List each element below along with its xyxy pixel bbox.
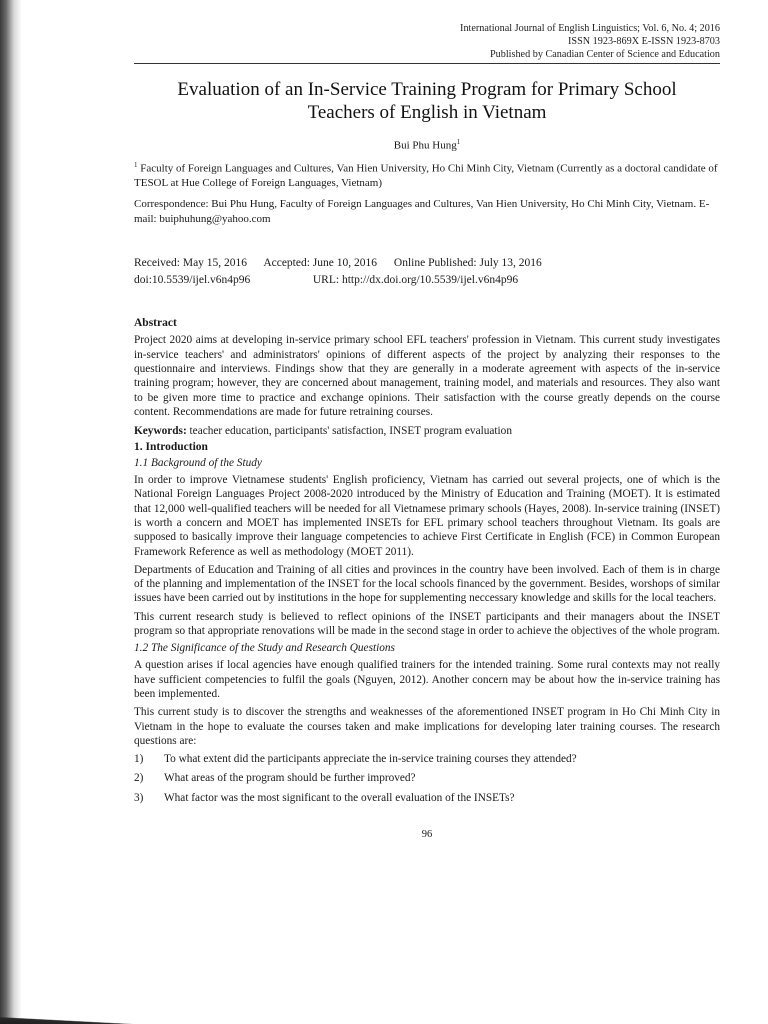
header-rule [134,63,720,64]
scan-shadow-left [0,0,22,1024]
issn-line: ISSN 1923-869X E-ISSN 1923-8703 [568,36,720,47]
section-heading-introduction: 1. Introduction [134,441,208,454]
publisher-line: Published by Canadian Center of Science and Education [489,49,720,60]
author-name: Bui Phu Hung [393,139,457,152]
question-number: 3) [134,791,144,804]
research-questions [134,752,720,805]
accepted-date: Accepted: June 10, 2016 [263,257,378,270]
author-sup: 1 [456,138,461,146]
paragraph: A question arises if local agencies have enough qualified trainers for the intended training. Some rural contexts may not really have sufficient competencies to fulfil the goals (Nguyen, 2012). Another concern may be about how the in-service training has been implemented. [134,659,720,700]
paper-title: Evaluation of an In-Service Training Program for Primary School Teachers of English in Vietnam [177,79,677,123]
dates-row [134,255,720,272]
question-number: 1) [134,753,144,766]
doi: doi:10.5539/ijel.v6n4p96 [134,274,251,287]
question-text: What areas of the program should be further improved? [164,772,416,785]
doi-url[interactable]: URL: http://dx.doi.org/10.5539/ijel.v6n4p96 [312,274,519,287]
author-line [134,138,720,152]
scan-shadow-bottom [0,984,768,1024]
correspondence: Correspondence: Bui Phu Hung, Faculty of Foreign Languages and Cultures, Van Hien University, Ho Chi Minh City, Vietnam. E-mail: buiphuhung@yahoo.com [134,198,710,226]
abstract-text: Project 2020 aims at developing in-service primary school EFL teachers' profession in Vietnam. This current study investigates in-service teachers' and administrators' opinions of different aspects of the project by analyzing their responses to the questionnaire and interviews. Findings show that they are generally in a moderate agreement with aspects of the in-service training program; however, they are concerned about management, training model, and materials and resources. They also want to be given more time to practice and exchange opinions. Their satisfaction with the course greatly depends on the course content. Recommendations are made for future retraining courses. [134,334,720,418]
paragraph: This current research study is believed to reflect opinions of the INSET participants and their managers about the INSET program so that appropriate renovations will be made in the second stage in order to achieve the objectives of the whole program. [134,610,720,638]
question-number: 2) [134,772,144,785]
paragraph: This current study is to discover the strengths and weaknesses of the aforementioned INSET program in Ho Chi Minh City in Vietnam in the hope to evaluate the courses taken and make implications for developing later training courses. The research questions are: [134,706,720,747]
affiliation-text: Faculty of Foreign Languages and Cultures, Van Hien University, Ho Chi Minh City, Vietnam (Currently as a doctoral candidate of TESOL at Hue College of Foreign Languages, Vietnam) [134,162,718,190]
subsection-heading-significance: 1.2 The Significance of the Study and Research Questions [134,642,395,655]
subsection-heading-background: 1.1 Background of the Study [134,457,262,470]
abstract-heading: Abstract [134,317,177,330]
publication-dates [134,255,720,289]
doi-row [134,272,720,289]
running-header [134,22,720,61]
page-number: 96 [421,829,433,841]
published-date: Online Published: July 13, 2016 [393,257,542,270]
paragraph: In order to improve Vietnamese students' English proficiency, Vietnam has carried out several projects, one of which is the National Foreign Languages Project 2008-2020 introduced by the Ministry of Education and Training (MOET). It is estimated that 12,000 well-qualified teachers will be needed for all Vietnamese primary schools (Hayes, 2008). In-service training (INSET) is worth a concern and MOET has implemented INSETs for EFL primary school teachers throughout Vietnam. Its goals are supposed to basically improve their language competencies to achieve First Certificate in English (FCE) in Common European Framework Reference as well as methodology (MOET 2011). [134,474,720,558]
journal-line: International Journal of English Linguistics; Vol. 6, No. 4; 2016 [460,23,720,34]
affiliation [134,158,720,192]
research-question [134,771,720,785]
research-question [134,752,720,766]
keywords [134,425,720,437]
question-text: To what extent did the participants appreciate the in-service training courses they attended? [164,753,577,766]
paper-page [134,22,720,840]
research-question [134,791,720,805]
paragraph: Departments of Education and Training of all cities and provinces in the country have been involved. Each of them is in charge of the planning and implementation of the INSET for the local schools financed by the government. Besides, worshops of similar issues have been carried out by institutions in the hope for supplementing neccessary knowledge and skills for the local teachers. [134,563,720,605]
received-date: Received: May 15, 2016 [134,257,248,270]
keywords-text: teacher education, participants' satisfaction, INSET program evaluation [186,425,512,438]
question-text: What factor was the most significant to the overall evaluation of the INSETs? [164,791,515,804]
keywords-label: Keywords: [134,425,187,438]
affiliation-sup: 1 [134,160,138,169]
